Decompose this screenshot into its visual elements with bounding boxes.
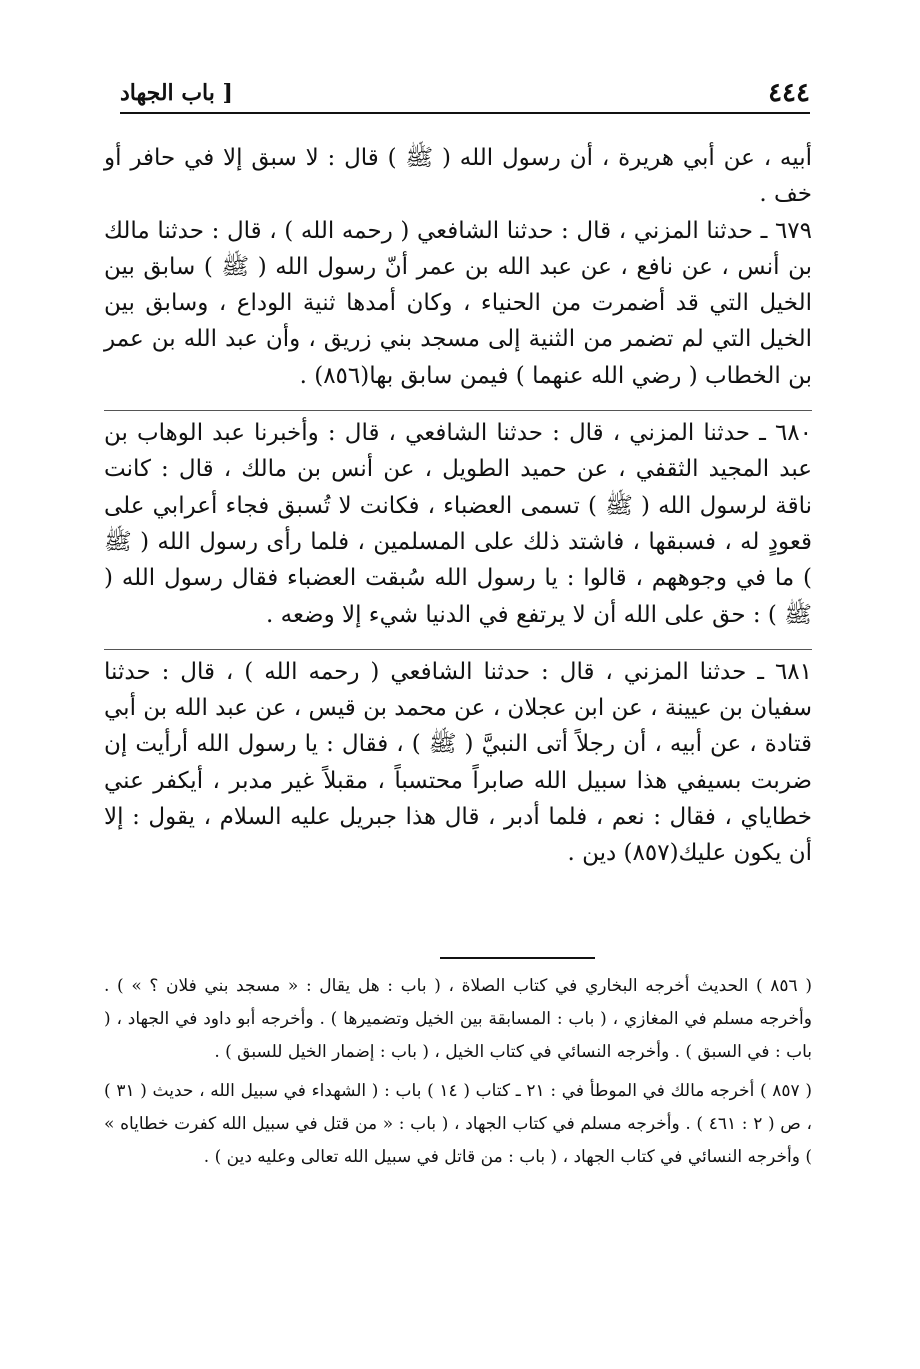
footnote-857: ( ٨٥٧ ) أخرجه مالك في الموطأ في : ٢١ ـ كتاب ( ١٤ ) باب : ( الشهداء في سبيل الله ، حديث ( ٣١ ) ، ص ( ٢ : ٤٦١ ) . وأخرجه مسلم في كتاب الجهاد ، ( باب : « من قتل في سبيل الله كفرت خطاياه » ) وأخرجه النسائي في كتاب الجهاد ، ( باب : من قاتل في سبيل الله تعالى وعليه دين ) . [104,1081,812,1167]
hadith-680: ٦٨٠ ـ حدثنا المزني ، قال : حدثنا الشافعي ، قال : وأخبرنا عبد الوهاب بن عبد المجيد الثقفي ، عن حميد الطويل ، عن أنس بن مالك ، قال : كانت ناقة لرسول الله ( ﷺ ) تسمى العضباء ، فكانت لا تُسبق فجاء أعرابي على قعودٍ له ، فسبقها ، فاشتد ذلك على المسلمين ، فلما رأى رسول الله ( ﷺ ) ما في وجوههم ، قالوا : يا رسول الله سُبقت العضباء فقال رسول الله ( ﷺ ) : حق على الله أن لا يرتفع في الدنيا شيء إلا وضعه . [104,420,812,628]
footnote-856: ( ٨٥٦ ) الحديث أخرجه البخاري في كتاب الصلاة ، ( باب : هل يقال : « مسجد بني فلان ؟ » ) . وأخرجه مسلم في المغازي ، ( باب : المسابقة بين الخيل وتضميرها ) . وأخرجه أبو داود في الجهاد ، ( باب : في السبق ) . وأخرجه النسائي في كتاب الخيل ، ( باب : إضمار الخيل للسبق ) . [104,976,812,1062]
hadith-679: ٦٧٩ ـ حدثنا المزني ، قال : حدثنا الشافعي ( رحمه الله ) ، قال : حدثنا مالك بن أنس ، عن نافع ، عن عبد الله بن عمر أنّ رسول الله ( ﷺ ) سابق بين الخيل التي قد أضمرت من الحنياء ، وكان أمدها ثنية الوداع ، وسابق بين الخيل التي لم تضمر من الثنية إلى مسجد بني زريق ، وأن عبد الله بن عمر بن الخطاب ( رضي الله عنهما ) فيمن سابق بها(٨٥٦) . [104,217,812,389]
section-divider [104,410,812,411]
page-number: ٤٤٤ [768,78,810,108]
section-divider [104,649,812,650]
footnotes [104,970,812,1180]
page-header [120,72,810,114]
paragraph-continuation: أبيه ، عن أبي هريرة ، أن رسول الله ( ﷺ ) قال : لا سبق إلا في حافر أو خف . [104,145,812,208]
hadith-681: ٦٨١ ـ حدثنا المزني ، قال : حدثنا الشافعي ( رحمه الله ) ، قال : حدثنا سفيان بن عيينة ، عن ابن عجلان ، عن محمد بن قيس ، عن عبد الله بن أبي قتادة ، عن أبيه ، أن رجلاً أتى النبيَّ ( ﷺ ) ، فقال : يا رسول الله أرأيت إن ضربت بسيفي هذا سبيل الله صابراً محتسباً ، مقبلاً غير مدبر ، أيكفر عني خطاياي ، فقال : نعم ، فلما أدبر ، قال هذا جبريل عليه السلام ، يقول : إلا أن يكون عليك(٨٥٧) دين . [104,658,812,867]
footnote-separator [440,957,595,959]
main-text [104,140,812,872]
chapter-heading: [ باب الجهاد [120,80,233,106]
